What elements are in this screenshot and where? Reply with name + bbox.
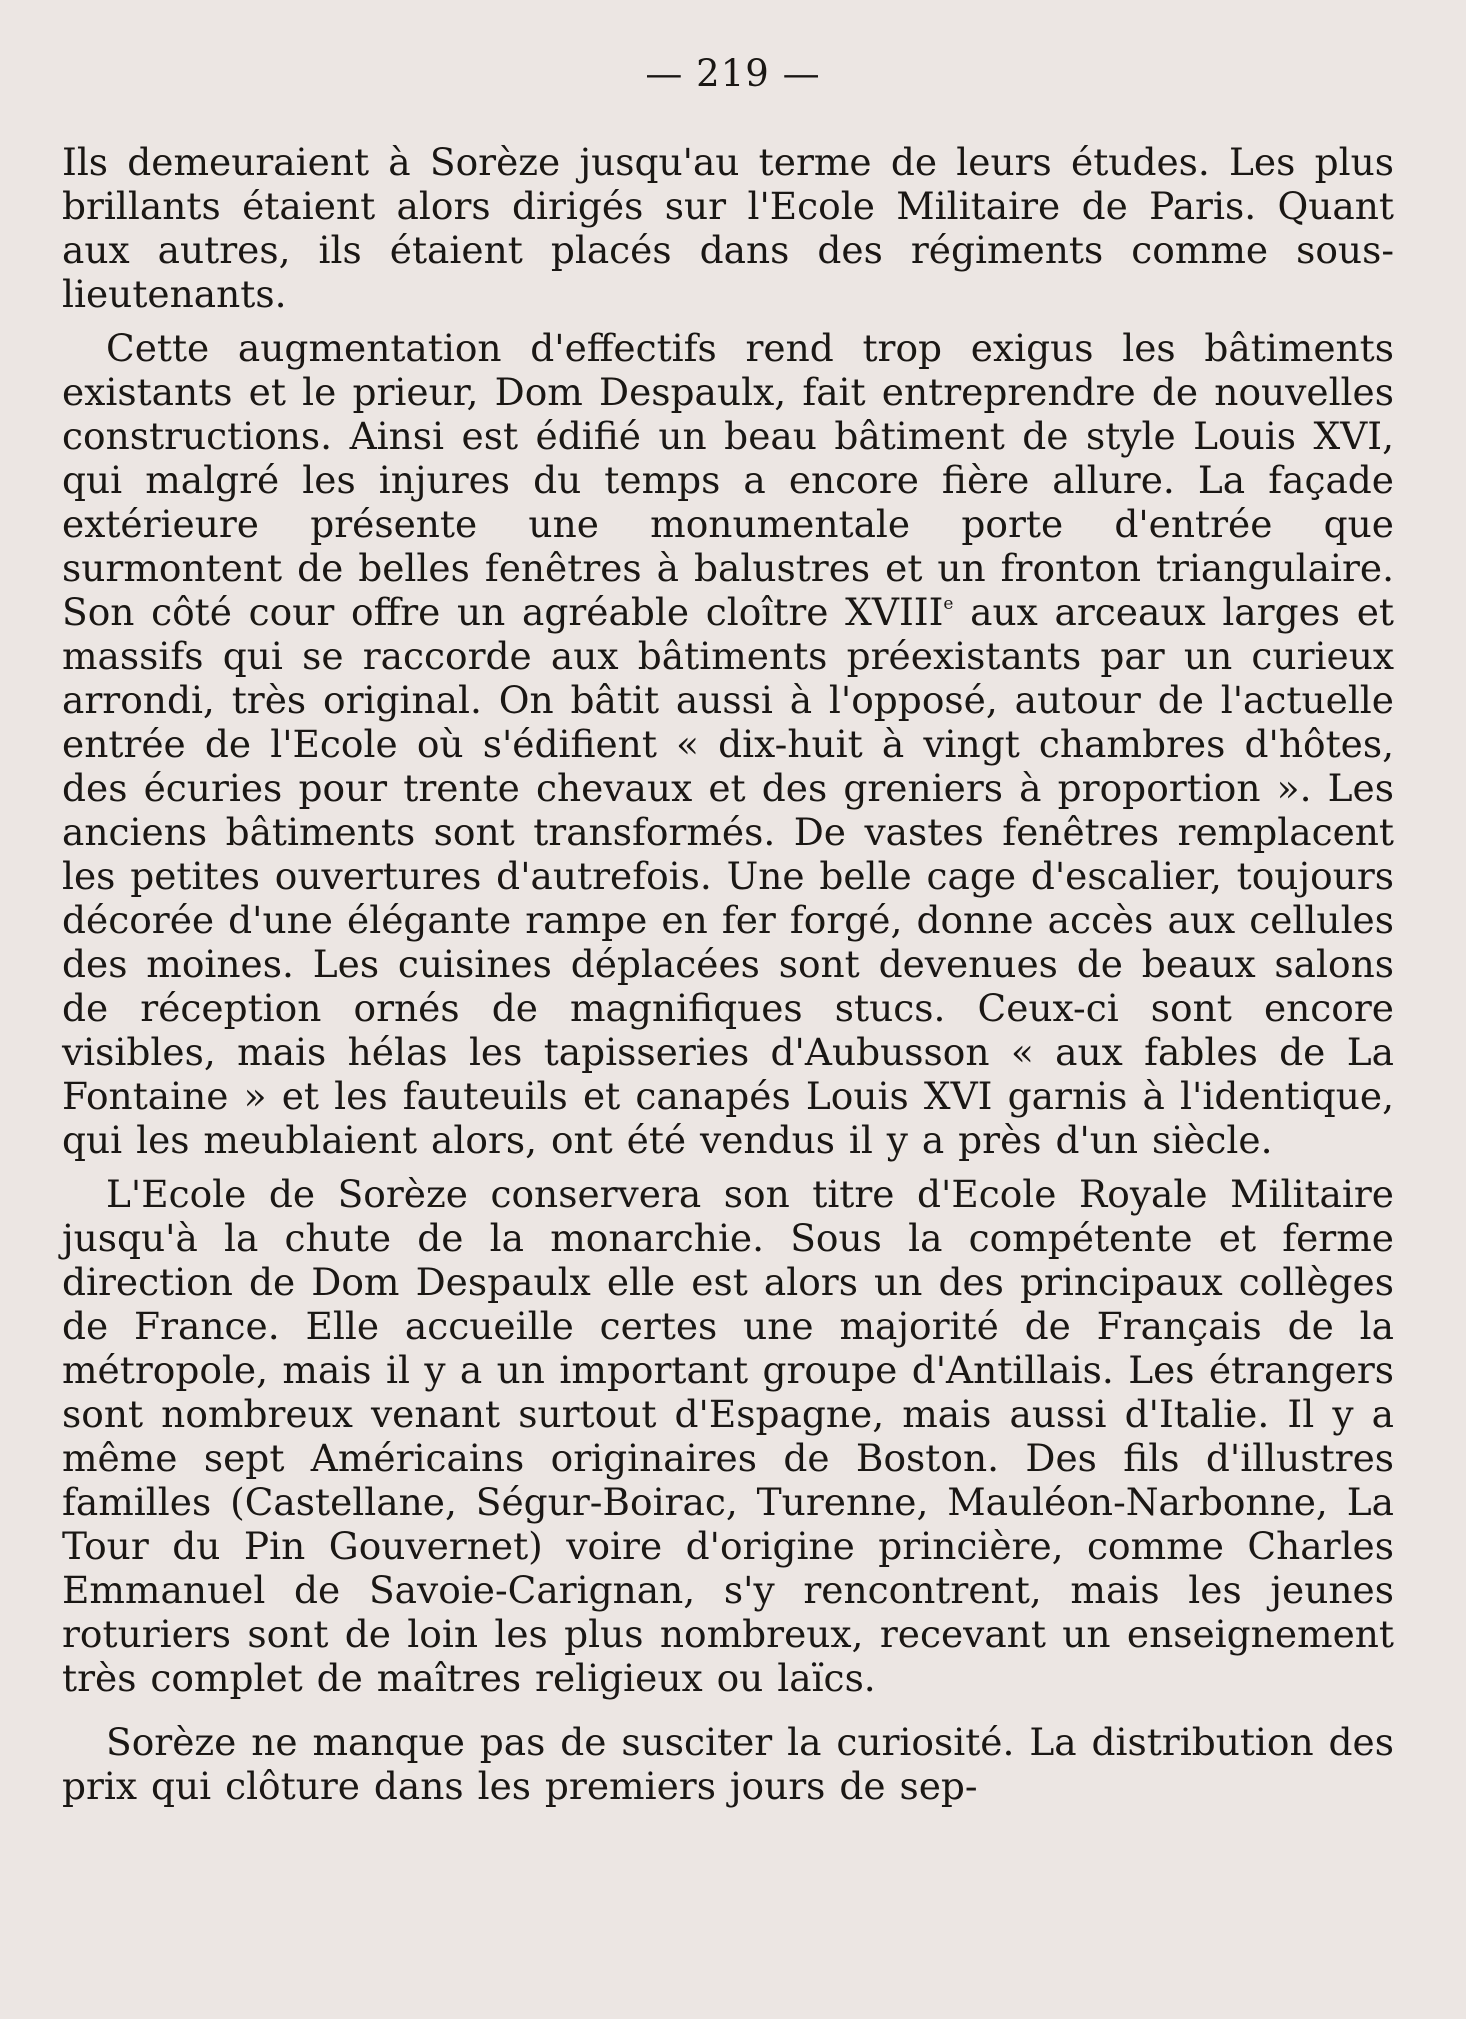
paragraph-2-text-b: aux arceaux larges et massifs qui se raccorde aux bâtiments préexistants par un curieux arrondi, très original. On bâtit aussi à l'opposé, autour de l'actuelle entrée de l'Ecole où s'édifient « dix-huit à vingt chambres d'hôtes, des écuries pour trente chevaux et des greniers à proportion ». Les anciens bâtiments sont transformés. De vastes fenêtres remplacent les petites ouvertures d'autrefois. Une belle cage d'escalier, toujours décorée d'une élégante rampe en fer forgé, donne accès aux cellules des moines. Les cuisines déplacées sont devenues de beaux salons de réception ornés de magnifiques stucs. Ceux-ci sont encore visibles, mais hélas les tapisseries d'Aubusson « aux fables de La Fontaine » et les fauteuils et canapés Louis XVI garnis à l'identique, qui les meublaient alors, ont été vendus il y a près d'un siècle. [62, 590, 1394, 1162]
page-number: — 219 — [645, 52, 821, 95]
paragraph-3: L'Ecole de Sorèze conservera son titre d'Ecole Royale Militaire jusqu'à la chute de la monarchie. Sous la compétente et ferme direction de Dom Despaulx elle est alors un des principaux collèges de France. Elle accueille certes une majorité de Français de la métropole, mais il y a un important groupe d'Antillais. Les étrangers sont nombreux venant surtout d'Espagne, mais aussi d'Italie. Il y a même sept Américains originaires de Boston. Des fils d'illustres familles (Castellane, Ségur-Boirac, Turenne, Mauléon-Narbonne, La Tour du Pin Gouvernet) voire d'origine princière, comme Charles Emmanuel de Savoie-Carignan, s'y rencontrent, mais les jeunes roturiers sont de loin les plus nombreux, recevant un enseignement très complet de maîtres religieux ou laïcs. [62, 1172, 1394, 1700]
paragraph-4: Sorèze ne manque pas de susciter la curiosité. La distribution des prix qui clôture dans les premiers jours de sep- [62, 1720, 1394, 1808]
century-superscript: e [943, 594, 954, 614]
paragraph-2-text-a: Cette augmentation d'effectifs rend trop exigus les bâtiments existants et le prieur, Dom Despaulx, fait entreprendre de nouvelles constructions. Ainsi est édifié un beau bâtiment de style Louis XVI, qui malgré les injures du temps a encore fière allure. La façade extérieure présente une monumentale porte d'entrée que surmontent de belles fenêtres à balustres et un fronton triangulaire. Son côté cour offre un agréable cloître XVIII [62, 326, 1394, 634]
body-text [62, 140, 1394, 1808]
paragraph-1: Ils demeuraient à Sorèze jusqu'au terme de leurs études. Les plus brillants étaient alors dirigés sur l'Ecole Militaire de Paris. Quant aux autres, ils étaient placés dans des régiments comme sous-lieutenants. [62, 140, 1394, 316]
paragraph-2 [62, 326, 1394, 1162]
